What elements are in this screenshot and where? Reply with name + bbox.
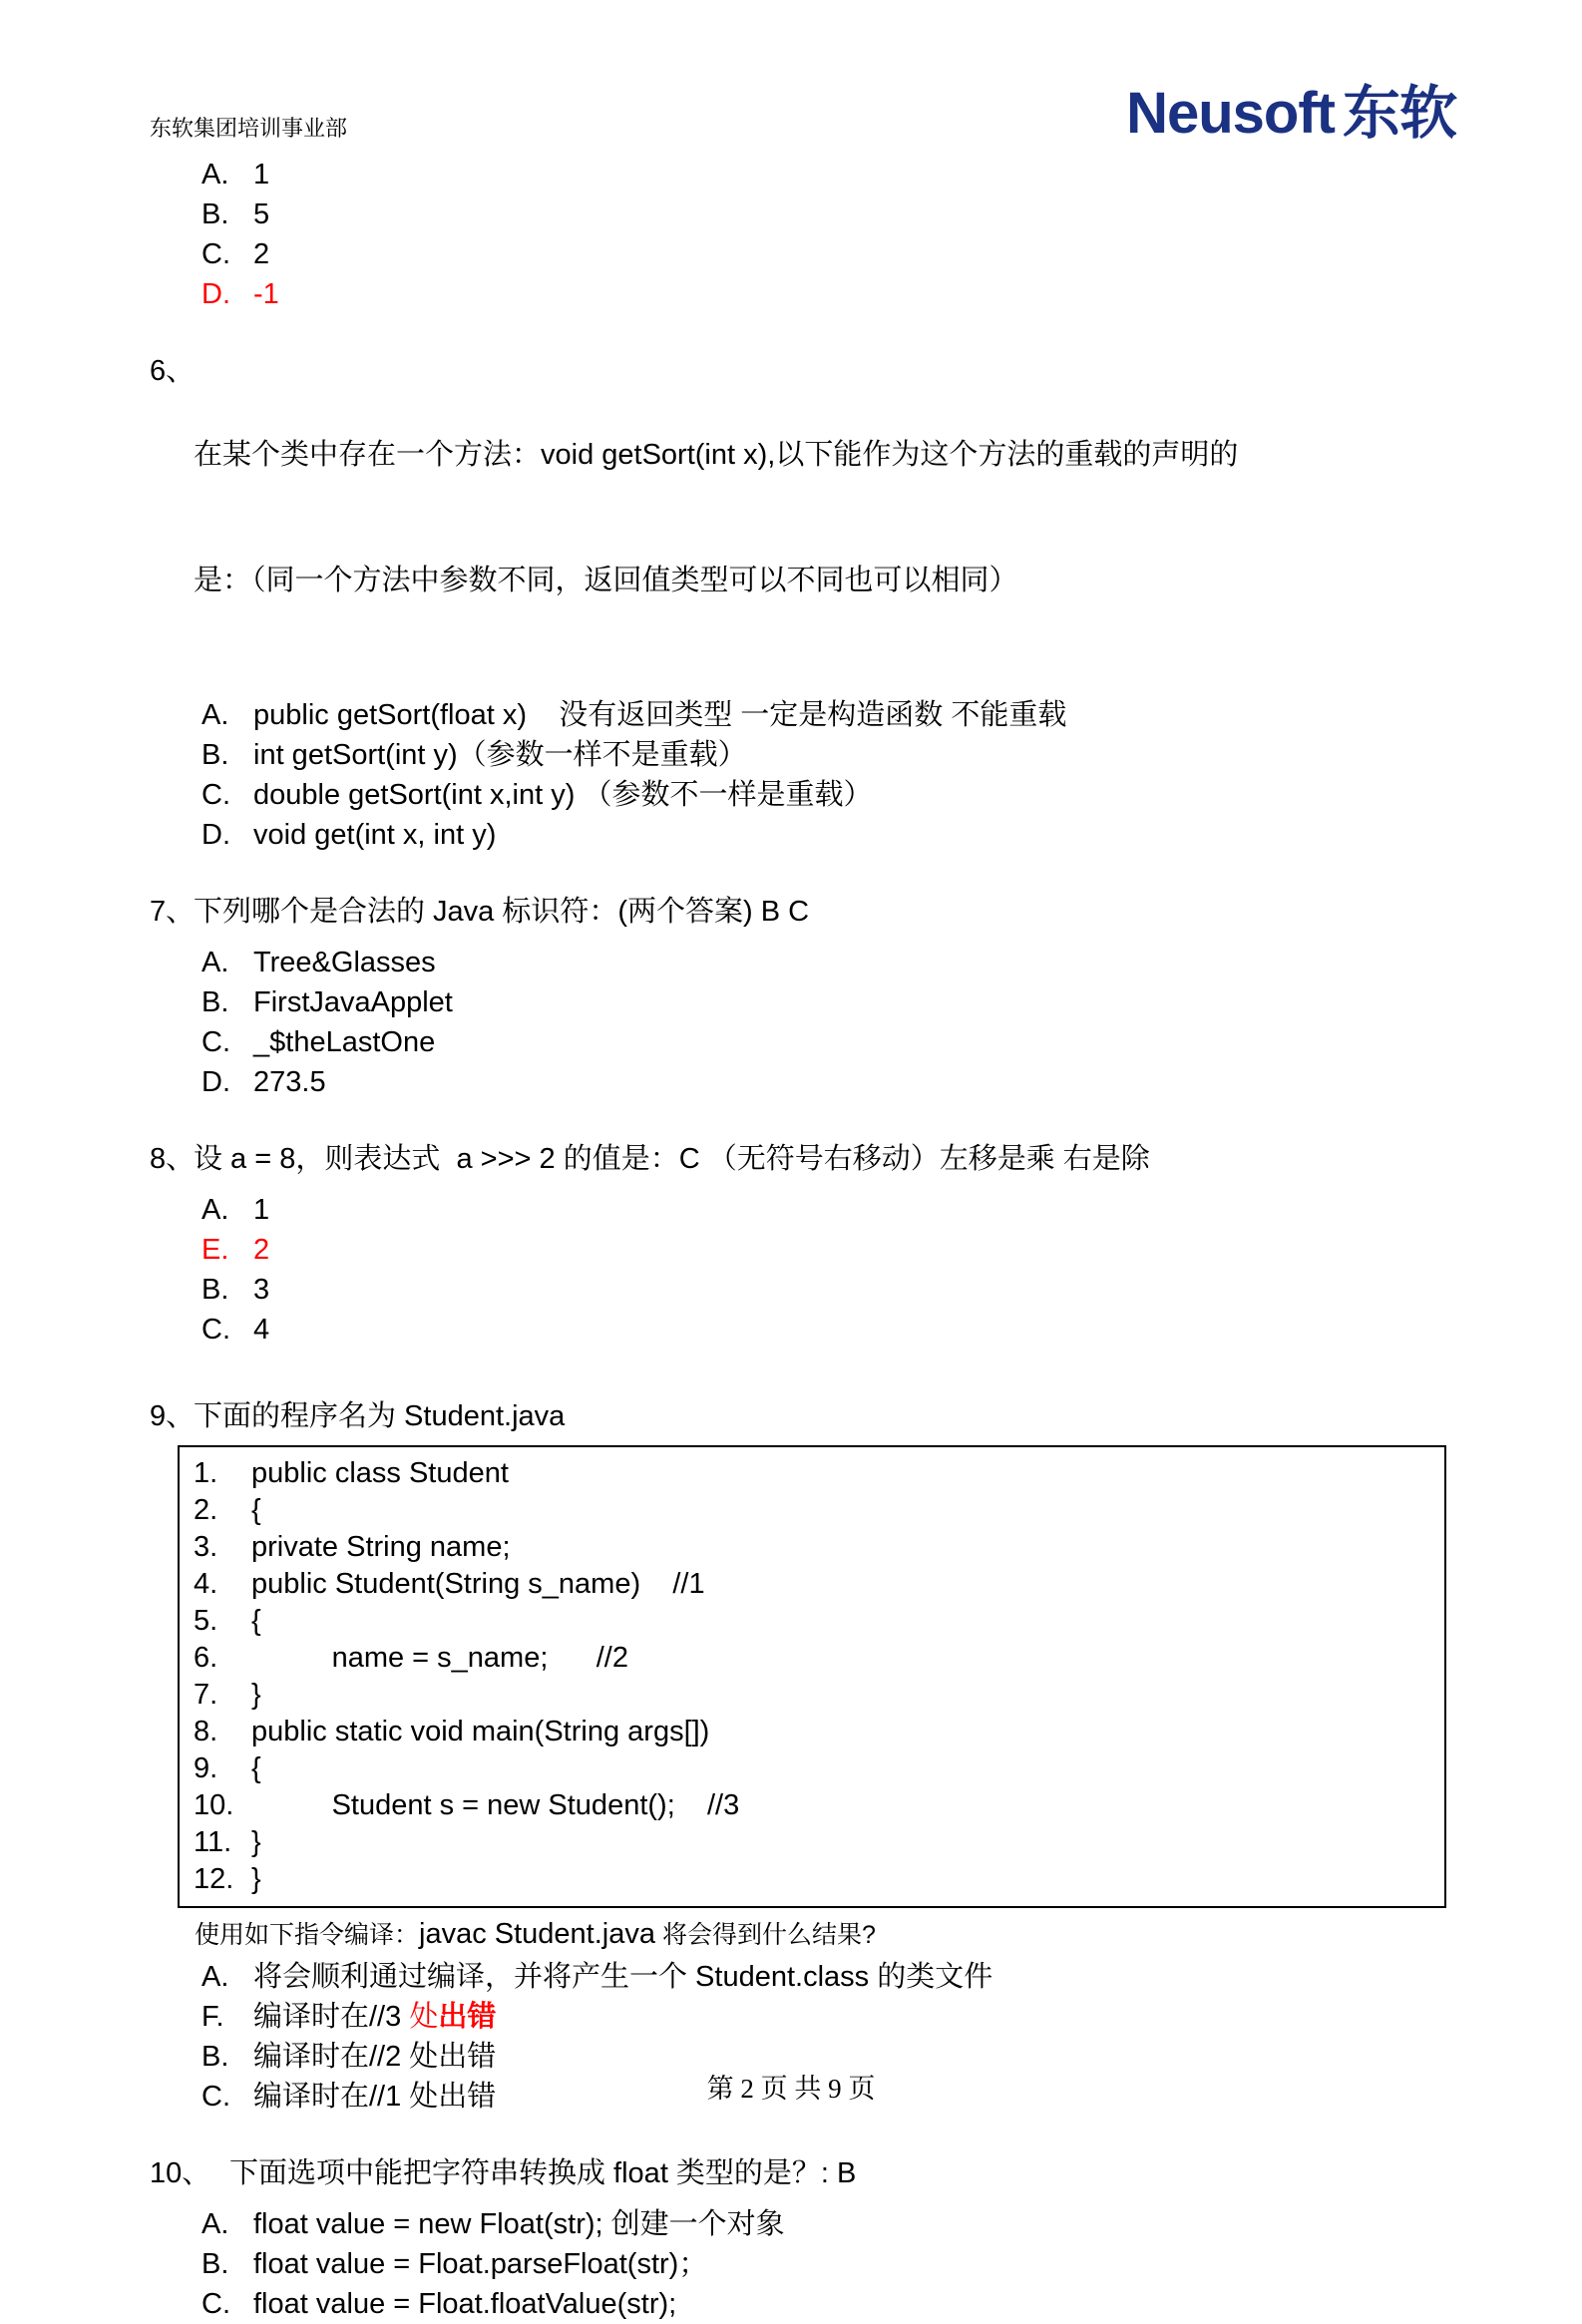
code-line bbox=[194, 1861, 1434, 1898]
question-7-text: 下列哪个是合法的 Java 标识符：(两个答案) B C bbox=[194, 895, 810, 928]
question-6 bbox=[150, 350, 1472, 685]
option-text: 5 bbox=[253, 197, 270, 230]
option-label: C. bbox=[201, 2287, 230, 2320]
option-text: FirstJavaApplet bbox=[253, 985, 453, 1018]
page-header bbox=[150, 81, 1472, 146]
code-line-text: { bbox=[251, 1751, 261, 1784]
code-line-number: 8. bbox=[194, 1715, 218, 1747]
code-line-number: 12. bbox=[194, 1862, 234, 1895]
question-6-line2: 是：（同一个方法中参数不同，返回值类型可以不同也可以相同） bbox=[194, 564, 1018, 596]
question-6-line1: 在某个类中存在一个方法：void getSort(int x),以下能作为这个方法的重载的声明的 bbox=[194, 438, 1239, 471]
option-text: -1 bbox=[253, 277, 279, 310]
option-label: A. bbox=[201, 158, 229, 191]
option-label: C. bbox=[201, 1313, 230, 1346]
option-label: C. bbox=[201, 1025, 230, 1058]
option-text: 编译时在//3 处出错 bbox=[253, 2000, 497, 2033]
header-department: 东软集团培训事业部 bbox=[150, 115, 348, 141]
question-6-number: 6、 bbox=[150, 354, 196, 387]
code-line-number: 4. bbox=[194, 1567, 218, 1600]
option-text: 3 bbox=[253, 1273, 270, 1306]
question-9-text: 下面的程序名为 Student.java bbox=[194, 1399, 566, 1432]
option-label: B. bbox=[201, 1273, 229, 1306]
option-label: D. bbox=[201, 277, 230, 310]
code-line bbox=[194, 1455, 1434, 1492]
option-row bbox=[150, 982, 1472, 1022]
question-8-number: 8、 bbox=[150, 1142, 196, 1175]
code-line-text: public Student(String s_name) //1 bbox=[251, 1567, 705, 1600]
code-line-number: 9. bbox=[194, 1751, 218, 1784]
option-text: int getSort(int y)（参数一样不是重载） bbox=[253, 738, 747, 771]
code-line-text: { bbox=[251, 1604, 261, 1637]
logo-latin-text: Neusoft bbox=[1126, 81, 1335, 146]
code-line-text: Student s = new Student(); //3 bbox=[251, 1788, 740, 1821]
q10-option-list bbox=[150, 2204, 1472, 2324]
code-line-number: 3. bbox=[194, 1530, 218, 1563]
option-label: B. bbox=[201, 2040, 229, 2073]
code-line-number: 10. bbox=[194, 1788, 234, 1821]
option-label: A. bbox=[201, 1960, 229, 1993]
question-7-number: 7、 bbox=[150, 895, 196, 928]
option-text: public getSort(float x) 没有返回类型 一定是构造函数 不能重载 bbox=[253, 698, 1067, 731]
question-9-number: 9、 bbox=[150, 1399, 196, 1432]
option-text: float value = new Float(str); 创建一个对象 bbox=[253, 2207, 785, 2240]
code-line-text: { bbox=[251, 1493, 261, 1526]
option-text: 编译时在//1 处出错 bbox=[253, 2080, 497, 2113]
code-line-number: 7. bbox=[194, 1678, 218, 1711]
question-7 bbox=[150, 891, 1472, 933]
logo-chinese-text: 东软 bbox=[1342, 81, 1456, 146]
option-label: A. bbox=[201, 2207, 229, 2240]
question-10-text: 下面选项中能把字符串转换成 float 类型的是？: B bbox=[229, 2156, 857, 2189]
option-text: _$theLastOne bbox=[253, 1025, 436, 1058]
q8-option-list bbox=[150, 1190, 1472, 1350]
option-text: 编译时在//2 处出错 bbox=[253, 2040, 497, 2073]
question-8-text: 设 a = 8，则表达式 a >>> 2 的值是：C （无符号右移动）左移是乘 右是除 bbox=[194, 1142, 1150, 1175]
option-row bbox=[150, 2204, 1472, 2244]
option-row bbox=[150, 194, 1472, 234]
question-10 bbox=[150, 2152, 1472, 2194]
code-line-text: } bbox=[251, 1825, 261, 1858]
option-row bbox=[150, 1190, 1472, 1230]
option-row bbox=[150, 775, 1472, 815]
code-line bbox=[194, 1529, 1434, 1566]
option-row bbox=[150, 1022, 1472, 1062]
option-row bbox=[150, 2244, 1472, 2284]
option-row bbox=[150, 2284, 1472, 2324]
option-row bbox=[150, 155, 1472, 194]
question-6-text bbox=[194, 350, 1472, 685]
code-line bbox=[194, 1750, 1434, 1787]
option-label: C. bbox=[201, 237, 230, 270]
option-row bbox=[150, 1957, 1472, 1997]
option-label: A. bbox=[201, 698, 229, 731]
option-row bbox=[150, 735, 1472, 775]
option-label: D. bbox=[201, 1065, 230, 1098]
option-row bbox=[150, 1997, 1472, 2037]
option-text: 2 bbox=[253, 237, 270, 270]
option-row bbox=[150, 1270, 1472, 1310]
code-line bbox=[194, 1603, 1434, 1640]
option-text: float value = Float.parseFloat(str)； bbox=[253, 2247, 708, 2280]
option-text: float value = Float.floatValue(str); bbox=[253, 2287, 677, 2320]
question-8 bbox=[150, 1138, 1472, 1180]
compile-instruction: 使用如下指令编译：javac Student.java 将会得到什么结果? bbox=[195, 1917, 876, 1950]
option-row bbox=[150, 1310, 1472, 1350]
option-row bbox=[150, 695, 1472, 735]
code-line-number: 5. bbox=[194, 1604, 218, 1637]
option-text: 273.5 bbox=[253, 1065, 326, 1098]
option-label: D. bbox=[201, 818, 230, 851]
option-text: 4 bbox=[253, 1313, 270, 1346]
code-line bbox=[194, 1714, 1434, 1750]
option-label: F. bbox=[201, 2000, 224, 2033]
code-line-number: 1. bbox=[194, 1456, 218, 1489]
code-line bbox=[194, 1640, 1434, 1677]
option-label: B. bbox=[201, 738, 229, 771]
page-footer: 第 2 页 共 9 页 bbox=[706, 2074, 876, 2104]
option-text: void get(int x, int y) bbox=[253, 818, 497, 851]
option-label: B. bbox=[201, 985, 229, 1018]
code-line-text: public class Student bbox=[251, 1456, 509, 1489]
code-line bbox=[194, 1824, 1434, 1861]
code-line-number: 11. bbox=[194, 1825, 232, 1858]
code-line-number: 2. bbox=[194, 1493, 218, 1526]
option-row bbox=[150, 1062, 1472, 1102]
code-line bbox=[194, 1492, 1434, 1529]
option-text: double getSort(int x,int y) （参数不一样是重载） bbox=[253, 778, 873, 811]
option-label: E. bbox=[201, 1233, 229, 1266]
option-row bbox=[150, 274, 1472, 314]
student-java-code-box bbox=[178, 1445, 1446, 1908]
code-line-text: name = s_name; //2 bbox=[251, 1641, 628, 1674]
option-row bbox=[150, 1230, 1472, 1270]
option-label: B. bbox=[201, 2247, 229, 2280]
option-label: A. bbox=[201, 1193, 229, 1226]
neusoft-logo bbox=[1126, 81, 1472, 146]
code-line-text: private String name; bbox=[251, 1530, 511, 1563]
question-9 bbox=[150, 1395, 1472, 1437]
q7-option-list bbox=[150, 943, 1472, 1102]
code-line bbox=[194, 1566, 1434, 1603]
code-line-number: 6. bbox=[194, 1641, 218, 1674]
option-text: Tree&Glasses bbox=[253, 946, 436, 978]
option-row bbox=[150, 943, 1472, 982]
code-line-text: public static void main(String args[]) bbox=[251, 1715, 710, 1747]
option-text: 1 bbox=[253, 1193, 270, 1226]
q5-option-list bbox=[150, 155, 1472, 314]
option-label: B. bbox=[201, 197, 229, 230]
code-line-text: } bbox=[251, 1862, 261, 1895]
option-label: C. bbox=[201, 778, 230, 811]
code-line-text: } bbox=[251, 1678, 261, 1711]
q6-option-list bbox=[150, 695, 1472, 855]
option-row bbox=[150, 815, 1472, 855]
question-10-number: 10、 bbox=[150, 2156, 211, 2189]
code-line bbox=[194, 1677, 1434, 1714]
option-row bbox=[150, 234, 1472, 274]
option-text: 2 bbox=[253, 1233, 270, 1266]
option-text: 1 bbox=[253, 158, 270, 191]
option-text: 将会顺利通过编译，并将产生一个 Student.class 的类文件 bbox=[253, 1960, 993, 1993]
option-label: A. bbox=[201, 946, 229, 978]
option-label: C. bbox=[201, 2080, 230, 2113]
code-line bbox=[194, 1787, 1434, 1824]
